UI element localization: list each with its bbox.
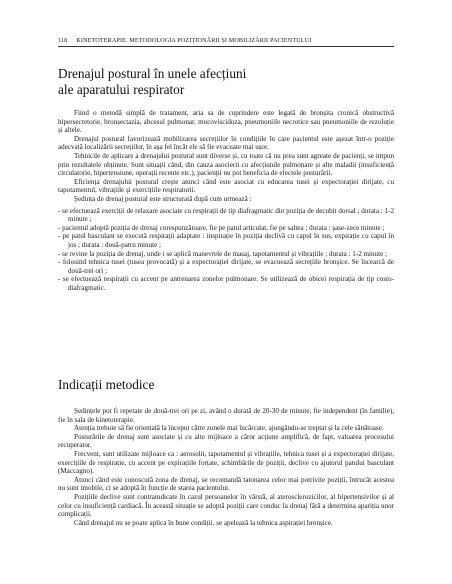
paragraph: Drenajul postural favorizează mobilizarea secrețiilor în condițiile în care pacientul este așezat într-o poziție adecvată localizării secrețiilor, în așa fel încât ele să fie evacuate mai ușor.	[58, 134, 394, 152]
paragraph: Când drenajul nu se poate aplica în bune condiții, se apelează la tehnica aspirației bronșice.	[74, 518, 333, 527]
paragraph: Atunci când este cunoscută zona de drenaj, se recomandă tatonarea celor mai potrivite poziții, întrucât acestea nu sunt imobile, ci se adoptă în funcție de starea pacientului.	[58, 475, 394, 493]
list-item: - se revine la poziția de drenaj, unde i se aplică manevrele de masaj, tapotamentul și vibrațiile ; durata : 1-2 minute ;	[58, 249, 387, 258]
list-item-text: se revine la poziția de drenaj, unde i se aplică manevrele de masaj, tapotamentul și vibrațiile ; durata : 1-2 minute ;	[62, 249, 387, 258]
section-title-line-2: ale aparatului respirator	[58, 82, 185, 97]
section-title-drenaj	[58, 66, 394, 98]
section-title-indicatii: Indicații metodice	[58, 377, 155, 392]
list-item: - pacientul adoptă poziția de drenaj corespunzătoare, fie pe patul articulat, fie pe saltea ; durata : șase-zece minute ;	[58, 223, 385, 232]
paragraph: Pozițiile declive sunt contraindicate în cazul persoanelor în vârstă, al aterosclerozicilor, al hipertensivilor și al celor cu insuficiență cardiacă. În această situație se adoptă poziții care conduc la drenaj fără a determina apariția unor complicații.	[58, 492, 394, 519]
section-body-indicatii	[58, 407, 394, 527]
paragraph: Fiind o metodă simplă de tratament, aria sa de cuprindere este legată de bronșita cronică obstructivă hipersecretorie, bronșectazia, abcesul pulmonar, mucoviscidoza, pneumoniile necrotice sau pneumoniile de rezoluție și altele.	[58, 109, 394, 135]
list-item: - folosind tehnica tusei (tusea provocată) și a expectorației dirijate, se evacuează secrețiile bronșice. Se încearcă de două-trei ori ;	[58, 258, 395, 275]
paragraph: Frecvent, sunt utilizate mijloace ca : aerosolii, tapotamentul și vibrațiile, tehnica tusei și a expectorației dirijate, exercițiile de respirație, cu accent pe expirațiile forțate, schimbările de poziții, declive cu ajutorul patului basculant (Maccagno).	[58, 449, 394, 476]
section-body-drenaj	[58, 109, 394, 292]
list-item-text: folosind tehnica tusei (tusea provocată) și a expectorației dirijate, se evacuează secrețiile bronșice. Se încearcă de două-trei ori ;	[62, 258, 395, 275]
header-divider	[58, 46, 394, 47]
paragraph: Tehnicile de aplicare a drenajului postural sunt diverse și, cu toate că nu prea sunt agreate de pacienți, se impun prin rezultatele obținute. Sunt situații când, din cauza asocierii cu afecțiunile pulmonare și alte maladii (insuficiență circulatorie, hipertensiune, operații recente etc.), pacienții nu pot beneficia de efectele posturării.	[58, 151, 394, 178]
page-number: 118	[58, 37, 68, 44]
list-item: - se efectuează respirații cu accent pe antrenarea zonelor pulmonare. Se utilizează de obicei respirația de tip costo-diafragmatic.	[58, 275, 394, 292]
list-item-text: se efectuează respirații cu accent pe antrenarea zonelor pulmonare. Se utilizează de obicei respirația de tip costo-diafragmatic.	[62, 275, 394, 292]
paragraph: Posturările de drenaj sunt asociate și cu alte mijloace a căror acțiune amplifică, de fapt, valoarea procesului recuperator.	[58, 432, 394, 450]
running-title: KINETOTERAPIE. METODOLOGIA POZIȚIONĂRII ȘI MOBILIZĂRII PACIENTULUI	[76, 37, 312, 44]
paragraph: Atenția trebuie să fie orientată la început către zonele mai încărcate, ajungându-se treptat și la cele sănătoase.	[74, 424, 384, 433]
list-item-text: se efectuează exerciții de relaxare asociate cu respirații de tip diafragmatic din poziția de decubit dorsal ; durata : 1-2 minute ;	[62, 206, 394, 224]
list-item: - pe patul basculant se execută respirații adaptate : inspirație în poziția declivă cu capul în sus, expirație cu capul în jos ; durata : două-patru minute ;	[58, 232, 395, 249]
section-title-line-1: Drenajul postural în unele afecțiuni	[58, 66, 247, 81]
list-item: - se efectuează exerciții de relaxare asociate cu respirații de tip diafragmatic din poziția de decubit dorsal ; durata : 1-2 minute ;	[58, 206, 394, 224]
paragraph: Ședințele pot fi repetate de două-trei ori pe zi, având o durată de 20-30 de minute, fie independent (în familie), fie în sala de kinetoterapie.	[58, 407, 394, 424]
list-item-text: pacientul adoptă poziția de drenaj corespunzătoare, fie pe patul articulat, fie pe saltea ; durata : șase-zece minute ;	[62, 223, 385, 232]
paragraph: Eficiența drenajului postural crește atunci când este asociat cu educarea tusei și expectorației dirijate, cu tapotamentul, vibrațiile și exercițiile respiratorii.	[58, 177, 394, 195]
running-header	[58, 37, 394, 44]
list-item-text: pe patul basculant se execută respirații adaptate : inspirație în poziția declivă cu capul în sus, expirație cu capul în jos ; durata : două-patru minute ;	[62, 232, 395, 249]
paragraph: Ședința de drenaj postural este structurată după cum urmează :	[74, 194, 252, 203]
